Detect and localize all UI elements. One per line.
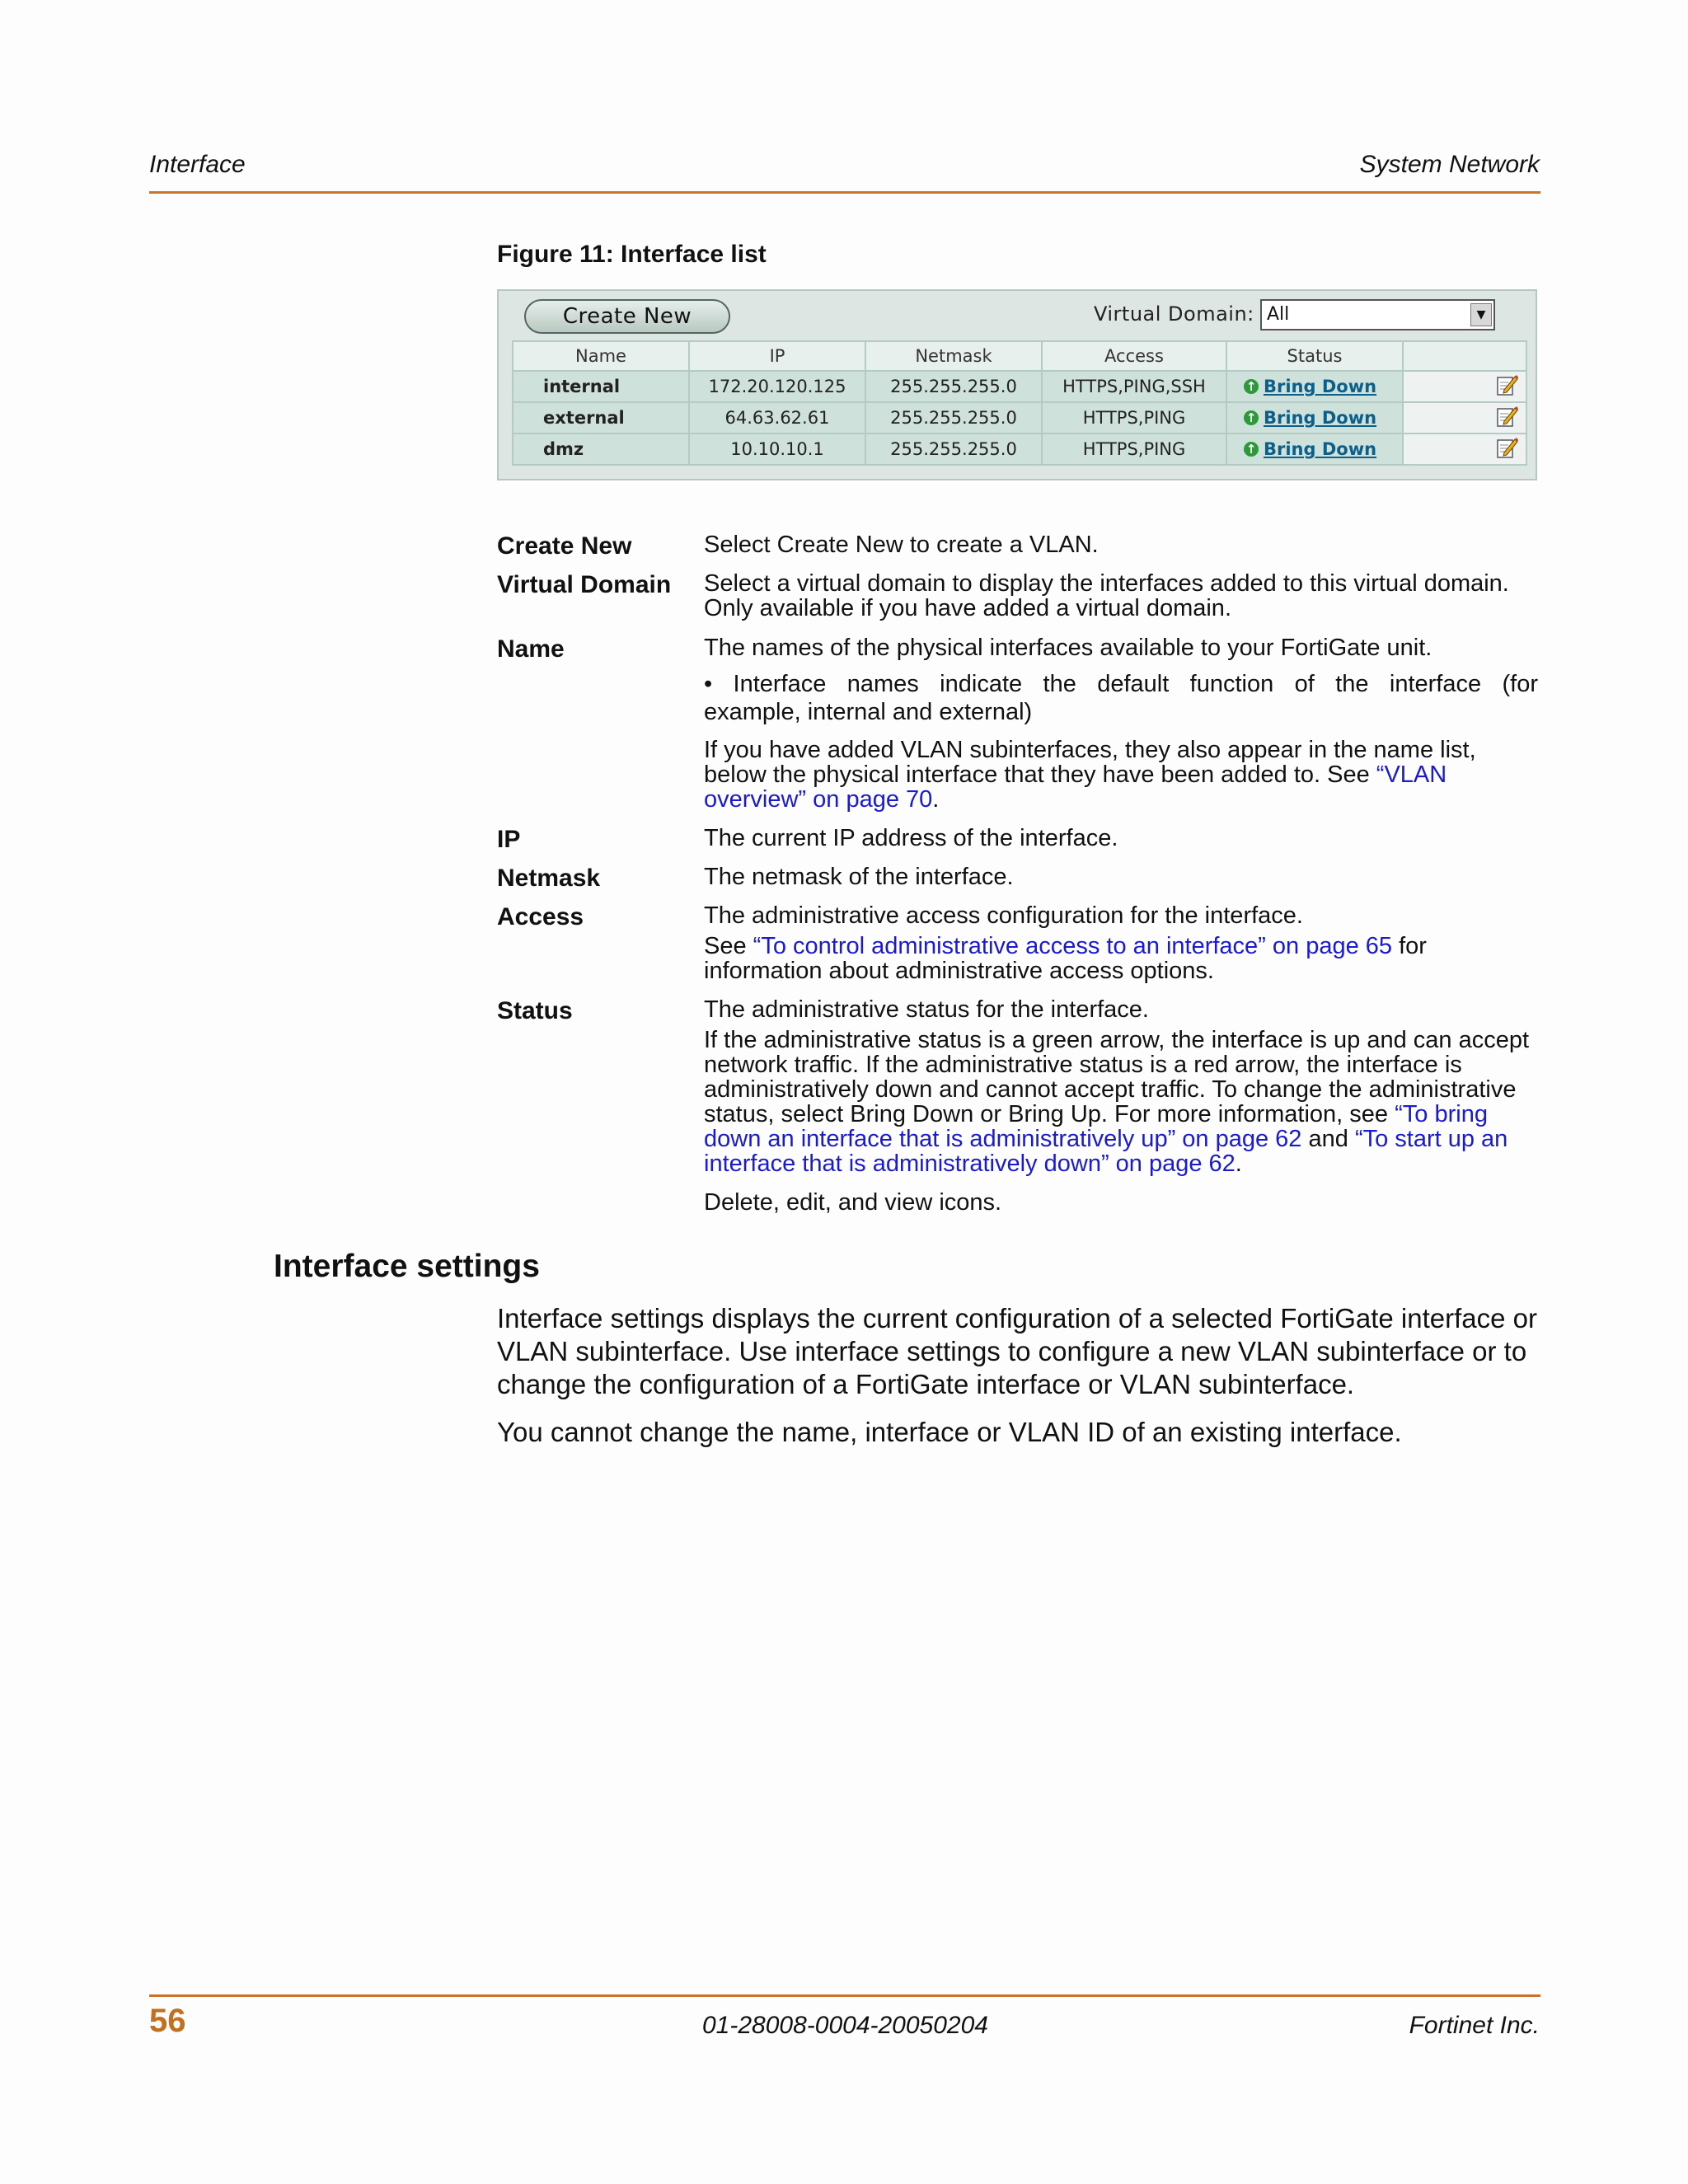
footer-rule — [149, 1994, 1540, 1997]
green-up-arrow-icon: ↑ — [1244, 442, 1259, 457]
cell-name: internal — [513, 371, 689, 402]
desc-name-bullet — [704, 672, 1538, 724]
cell-ip: 172.20.120.125 — [689, 371, 865, 402]
column-header-actions — [1403, 341, 1526, 371]
green-up-arrow-icon: ↑ — [1244, 410, 1259, 425]
bullet-word: of — [1294, 671, 1315, 697]
header-rule — [149, 191, 1540, 194]
cell-status — [1226, 434, 1403, 465]
header-section-left: Interface — [149, 151, 246, 178]
cell-netmask: 255.255.255.0 — [865, 371, 1042, 402]
term-ip: IP — [497, 826, 521, 853]
bullet-word: indicate — [940, 671, 1023, 697]
cell-status — [1226, 371, 1403, 402]
desc-icons: Delete, edit, and view icons. — [704, 1189, 1002, 1216]
section-title: Interface settings — [274, 1249, 540, 1284]
cell-ip: 64.63.62.61 — [689, 402, 865, 434]
term-create-new: Create New — [497, 532, 632, 560]
edit-icon[interactable] — [1497, 373, 1518, 396]
virtual-domain-value: All — [1267, 304, 1290, 325]
term-status: Status — [497, 997, 573, 1024]
virtual-domain-select[interactable] — [1260, 299, 1495, 330]
column-header-name: Name — [513, 341, 689, 371]
create-new-button[interactable]: Create New — [524, 299, 730, 334]
cell-access: HTTPS,PING,SSH — [1042, 371, 1226, 402]
figure-caption: Figure 11: Interface list — [497, 241, 767, 268]
bullet-word: the — [1043, 671, 1076, 697]
bullet-word: Interface — [733, 671, 827, 697]
bullet-word: interface — [1389, 671, 1482, 697]
cell-status — [1226, 402, 1403, 434]
interface-table — [512, 340, 1527, 466]
desc-create-new: Select Create New to create a VLAN. — [704, 532, 1099, 558]
section-paragraph-1: Interface settings displays the current configuration of a selected FortiGate interface or VLAN subinterface. Use interface settings to configure a new VLAN subinterface or to change the configuration of a FortiGate interface or VLAN subinterface. — [497, 1303, 1537, 1399]
term-netmask: Netmask — [497, 865, 601, 892]
table-row — [513, 371, 1526, 402]
desc-access: The administrative access configuration for the interface. — [704, 902, 1303, 929]
cell-ip: 10.10.10.1 — [689, 434, 865, 465]
cell-access: HTTPS,PING — [1042, 434, 1226, 465]
table-row — [513, 402, 1526, 434]
page-number: 56 — [149, 2003, 186, 2039]
cell-actions — [1403, 402, 1526, 434]
table-row — [513, 434, 1526, 465]
bullet-word: the — [1335, 671, 1369, 697]
cell-actions — [1403, 434, 1526, 465]
bullet-word: names — [846, 671, 919, 697]
bullet-word: (for — [1502, 671, 1538, 697]
term-name: Name — [497, 635, 565, 663]
desc-name-extra — [704, 738, 1538, 812]
cell-name: dmz — [513, 434, 689, 465]
company-name: Fortinet Inc. — [1409, 2012, 1540, 2039]
bring-down-link[interactable]: Bring Down — [1264, 377, 1377, 396]
bullet-line — [704, 672, 1538, 696]
start-up-procedure-link[interactable]: “To start up an interface that is administratively down” on page 62 — [704, 1126, 1508, 1177]
chevron-down-icon[interactable]: ▼ — [1470, 303, 1492, 326]
desc-text: If the administrative status is a green arrow, the interface is up and can accept network traffic. If the administrative status is a red arrow, the interface is administratively down and cannot accept traffic. To change the administrative status, select Bring Down or Bring Up. For more information, see — [704, 1027, 1530, 1127]
term-access: Access — [497, 903, 584, 930]
term-virtual-domain: Virtual Domain — [497, 571, 672, 598]
interface-list-screenshot — [497, 289, 1537, 480]
bring-down-link[interactable]: Bring Down — [1264, 408, 1377, 428]
cell-netmask: 255.255.255.0 — [865, 434, 1042, 465]
bring-down-procedure-link[interactable]: “To bring down an interface that is administratively up” on page 62 — [704, 1101, 1488, 1152]
cell-actions — [1403, 371, 1526, 402]
cell-name: external — [513, 402, 689, 434]
desc-virtual-domain: Select a virtual domain to display the interfaces added to this virtual domain. Only available if you have added a virtual domain. — [704, 570, 1509, 621]
desc-status-detail — [704, 1028, 1538, 1176]
desc-text: See — [704, 933, 753, 959]
column-header-ip: IP — [689, 341, 865, 371]
bullet-word: function — [1189, 671, 1274, 697]
vlan-overview-link[interactable]: “VLAN overview” on page 70 — [704, 762, 1447, 813]
header-section-right: System Network — [1359, 151, 1540, 178]
bullet-word: default — [1097, 671, 1170, 697]
edit-icon[interactable] — [1497, 405, 1518, 428]
column-header-status: Status — [1226, 341, 1403, 371]
bullet-continuation: example, internal and external) — [704, 699, 1033, 725]
desc-text: and — [1301, 1126, 1355, 1152]
admin-access-link[interactable]: “To control administrative access to an interface” on page 65 — [753, 933, 1393, 959]
desc-text: . — [932, 786, 940, 813]
section-paragraph-2: You cannot change the name, interface or VLAN ID of an existing interface. — [497, 1417, 1402, 1447]
edit-icon[interactable] — [1497, 436, 1518, 459]
desc-text: for information about administrative access options. — [704, 933, 1427, 984]
document-id: 01-28008-0004-20050204 — [702, 2012, 988, 2039]
desc-text: If you have added VLAN subinterfaces, they also appear in the name list, below the physical interface that they have been added to. See — [704, 737, 1476, 788]
desc-ip: The current IP address of the interface. — [704, 825, 1118, 851]
desc-status: The administrative status for the interface. — [704, 996, 1149, 1023]
bring-down-link[interactable]: Bring Down — [1264, 439, 1377, 459]
cell-access: HTTPS,PING — [1042, 402, 1226, 434]
cell-netmask: 255.255.255.0 — [865, 402, 1042, 434]
desc-name: The names of the physical interfaces available to your FortiGate unit. — [704, 635, 1432, 661]
green-up-arrow-icon: ↑ — [1244, 379, 1259, 394]
column-header-access: Access — [1042, 341, 1226, 371]
desc-netmask: The netmask of the interface. — [704, 864, 1014, 890]
virtual-domain-label: Virtual Domain: — [1094, 302, 1254, 326]
column-header-netmask: Netmask — [865, 341, 1042, 371]
desc-access-see — [704, 934, 1538, 983]
desc-text: . — [1235, 1151, 1242, 1177]
bullet-word: • — [704, 671, 713, 697]
table-header-row — [513, 341, 1526, 371]
